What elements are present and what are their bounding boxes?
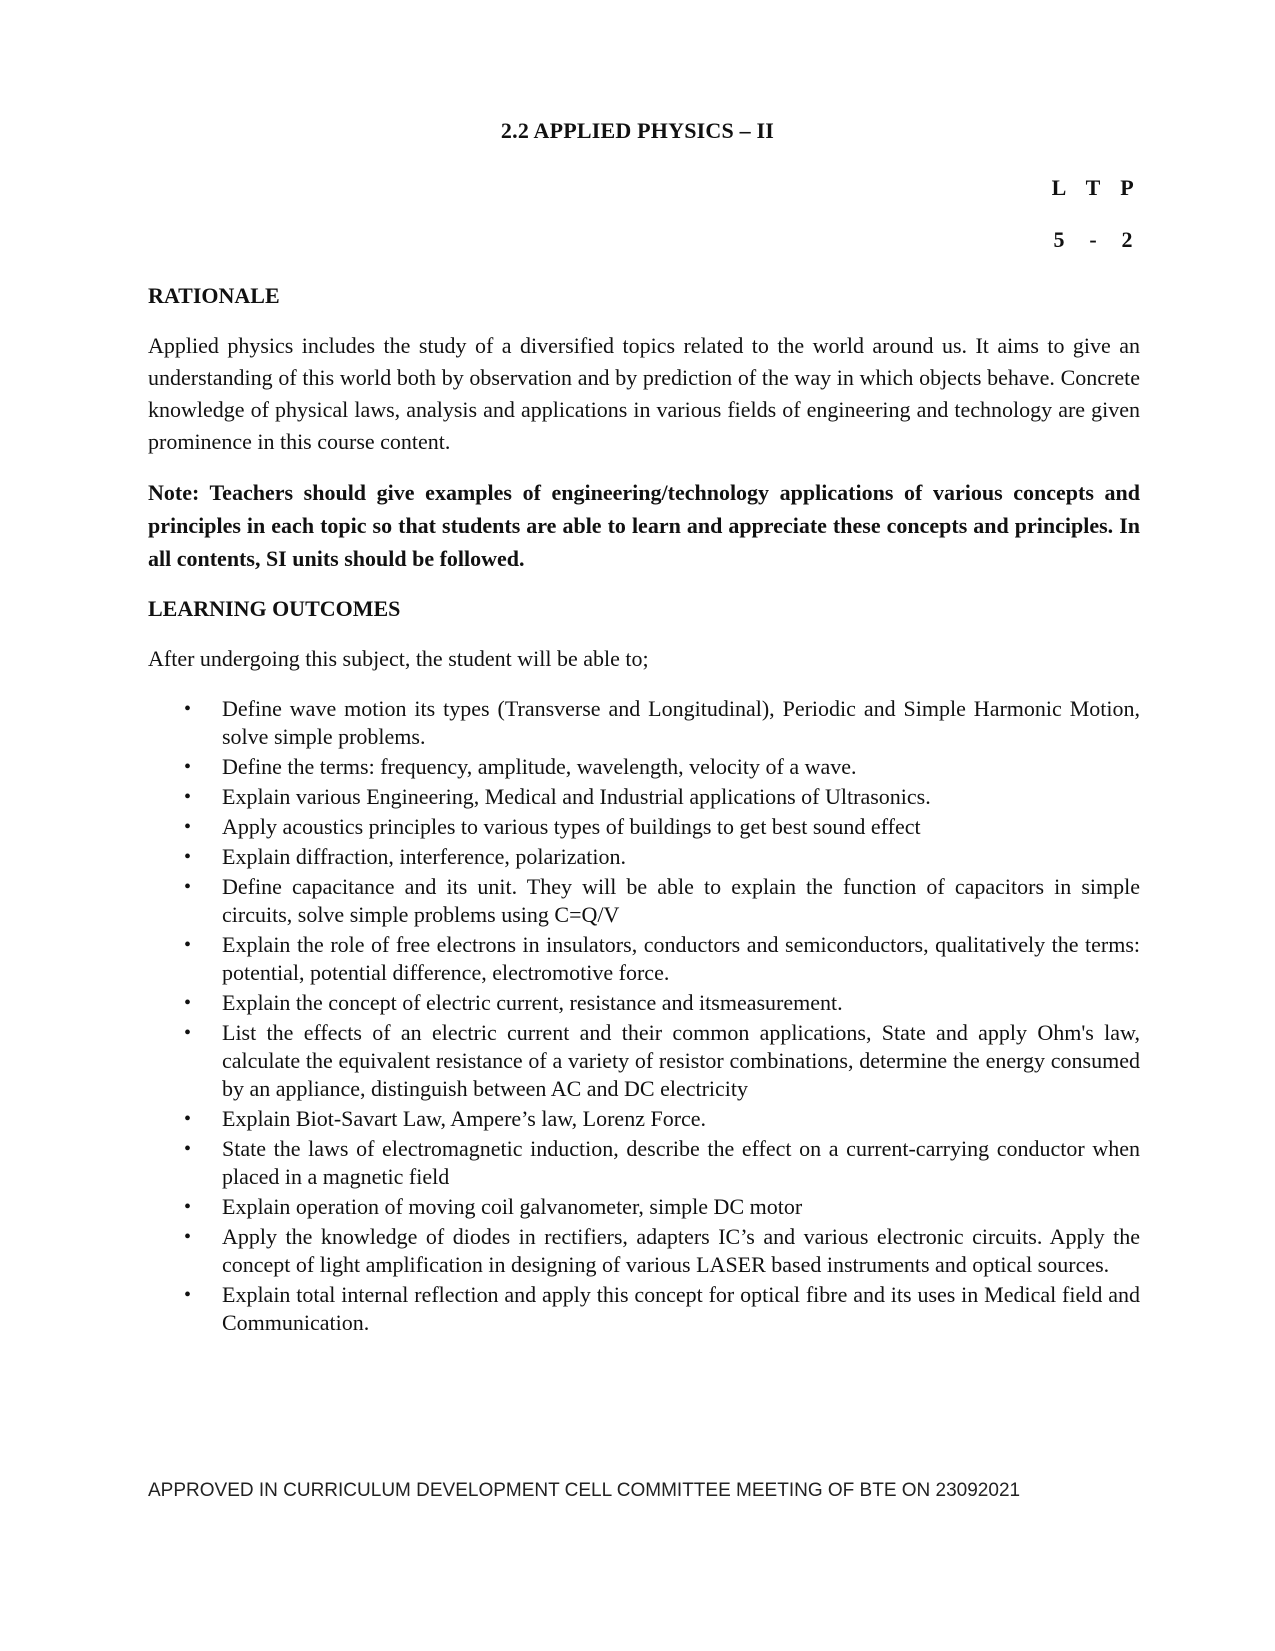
rationale-heading: RATIONALE	[148, 283, 280, 308]
bullet-icon: •	[184, 1226, 192, 1248]
list-item-text: Explain the role of free electrons in insulators, conductors and semiconductors, qualitatively the terms: potential, potential difference, electromotive force.	[222, 932, 1140, 985]
bullet-icon: •	[184, 1196, 192, 1218]
bullet-icon: •	[184, 934, 192, 956]
bullet-icon: •	[184, 1138, 192, 1160]
bullet-icon: •	[184, 756, 192, 778]
ltp-values	[1045, 227, 1141, 253]
list-item	[148, 1105, 1140, 1133]
list-item-text: Explain diffraction, interference, polarization.	[222, 844, 626, 869]
list-item	[148, 813, 1140, 841]
list-item	[148, 1019, 1140, 1103]
list-item-text: Explain Biot-Savart Law, Ampere’s law, Lorenz Force.	[222, 1106, 707, 1131]
bullet-icon: •	[184, 816, 192, 838]
bullet-icon: •	[184, 876, 192, 898]
list-item-text: Explain the concept of electric current, resistance and itsmeasurement.	[222, 990, 843, 1015]
learning-outcomes-list	[148, 695, 1140, 1337]
list-item-text: Define the terms: frequency, amplitude, wavelength, velocity of a wave.	[222, 754, 857, 779]
ltp-value-l: 5	[1053, 227, 1065, 252]
list-item	[148, 1223, 1140, 1279]
list-item	[148, 1281, 1140, 1337]
bullet-icon: •	[184, 846, 192, 868]
bullet-icon: •	[184, 786, 192, 808]
page-title: 2.2 APPLIED PHYSICS – II	[500, 118, 775, 143]
list-item	[148, 1135, 1140, 1191]
bullet-icon: •	[184, 1022, 192, 1044]
learning-outcomes-heading: LEARNING OUTCOMES	[148, 596, 401, 621]
list-item	[148, 931, 1140, 987]
ltp-value-t: -	[1089, 227, 1097, 252]
ltp-header-l: L	[1051, 175, 1067, 200]
list-item	[148, 989, 1140, 1017]
list-item-text: Explain total internal reflection and apply this concept for optical fibre and its uses in Medical field and Communication.	[222, 1282, 1140, 1335]
bullet-icon: •	[184, 698, 192, 720]
teacher-note: Note: Teachers should give examples of engineering/technology applications of various concepts and principles in each topic so that students are able to learn and appreciate these concepts and principles. In all contents, SI units should be followed.	[148, 480, 1140, 571]
approval-footer: APPROVED IN CURRICULUM DEVELOPMENT CELL COMMITTEE MEETING OF BTE ON 23092021	[148, 1480, 1021, 1501]
main-content	[148, 280, 1140, 1339]
bullet-icon: •	[184, 992, 192, 1014]
list-item-text: Explain operation of moving coil galvanometer, simple DC motor	[222, 1194, 803, 1219]
list-item	[148, 783, 1140, 811]
list-item	[148, 873, 1140, 929]
ltp-header-p: P	[1120, 175, 1134, 200]
list-item	[148, 843, 1140, 871]
rationale-paragraph: Applied physics includes the study of a diversified topics related to the world around us. It aims to give an understanding of this world both by observation and by prediction of the way in which objects behave. Concrete knowledge of physical laws, analysis and applications in various fields of engineering and technology are given prominence in this course content.	[148, 333, 1140, 454]
list-item-text: State the laws of electromagnetic induction, describe the effect on a current-carrying conductor when placed in a magnetic field	[222, 1136, 1140, 1189]
list-item-text: Apply acoustics principles to various types of buildings to get best sound effect	[222, 814, 921, 839]
bullet-icon: •	[184, 1284, 192, 1306]
list-item	[148, 695, 1140, 751]
ltp-value-p: 2	[1121, 227, 1133, 252]
list-item-text: Explain various Engineering, Medical and Industrial applications of Ultrasonics.	[222, 784, 931, 809]
list-item	[148, 753, 1140, 781]
list-item-text: Define capacitance and its unit. They will be able to explain the function of capacitors in simple circuits, solve simple problems using C=Q/V	[222, 874, 1140, 927]
list-item-text: Apply the knowledge of diodes in rectifiers, adapters IC’s and various electronic circuits. Apply the concept of light amplification in designing of various LASER based instruments and optical sources.	[222, 1224, 1140, 1277]
bullet-icon: •	[184, 1108, 192, 1130]
ltp-header	[1045, 175, 1141, 201]
list-item-text: List the effects of an electric current and their common applications, State and apply Ohm's law, calculate the equivalent resistance of a variety of resistor combinations, determine the energy consumed by an appliance, distinguish between AC and DC electricity	[222, 1020, 1140, 1101]
learning-outcomes-intro: After undergoing this subject, the student will be able to;	[148, 646, 649, 671]
list-item-text: Define wave motion its types (Transverse and Longitudinal), Periodic and Simple Harmonic Motion, solve simple problems.	[222, 696, 1140, 749]
ltp-header-t: T	[1085, 175, 1101, 200]
list-item	[148, 1193, 1140, 1221]
